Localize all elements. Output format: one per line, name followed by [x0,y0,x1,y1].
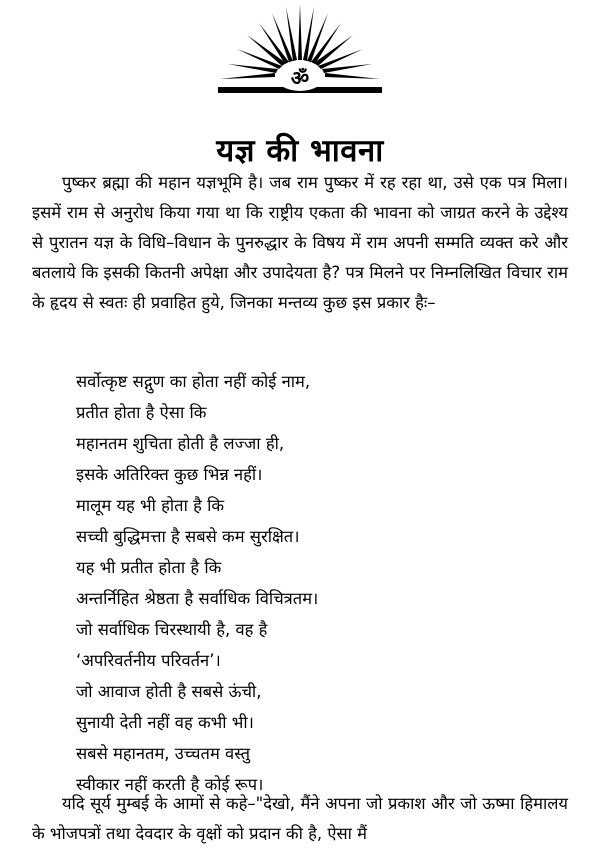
poem-line: सुनायी देती नहीं वह कभी भी। [76,713,254,732]
opening-paragraph: पुष्कर ब्रह्मा की महान यज्ञभूमि है। जब राम पुष्कर में रह रहा था, उसे एक पत्र मिला। इसमें राम से अनुरोध किया गया था कि राष्ट्रीय एकता की भावना को जाग्रत करने के उद्देश्य से पुरातन यज्ञ के विधि–विधान के पुनरुद्धार के विषय में राम अपनी सम्मति व्यक्त करे और बतलाये कि इसकी कितनी अपेक्षा और उपादेयता है? पत्र मिलने पर निम्नलिखित विचार राम के हृदय से स्वतः ही प्रवाहित हुये, जिनका मन्तव्य कुछ इस प्रकार हैः– [32,173,568,312]
poem-line: महानतम शुचिता होती है लज्जा ही, [76,434,285,453]
poem-line: यह भी प्रतीत होता है कि [76,558,222,577]
closing-paragraph: यदि सूर्य मुम्बई के आमों से कहे–"देखो, मैंने अपना जो प्रकाश और जो ऊष्मा हिमालय के भोजपत्रों तथा देवदार के वृक्षों को प्रदान की है, ऐसा मैं [32,794,568,843]
poem-line: जो सर्वाधिक चिरस्थायी है, वह है [76,620,268,639]
poem-line: इसके अतिरिक्त कुछ भिन्न नहीं। [76,465,263,484]
poem-line: ‘अपरिवर्तनीय परिवर्तन’। [76,651,221,670]
poem [76,366,576,800]
poem-line: सर्वोत्कृष्ट सद्गुण का होता नहीं कोई नाम, [76,372,311,391]
om-symbol: ॐ [290,66,310,90]
poem-line: स्वीकार नहीं करती है कोई रूप। [76,775,264,794]
om-sunburst-icon [214,2,386,94]
poem-line: प्रतीत होता है ऐसा कि [76,403,207,422]
poem-line: सबसे महानतम, उच्चतम वस्तु [76,744,251,763]
poem-line: जो आवाज होती है सबसे ऊंची, [76,682,262,701]
chapter-title: यज्ञ की भावना [216,132,384,169]
poem-line: मालूम यह भी होता है कि [76,496,225,515]
poem-line: सच्ची बुद्धिमत्ता है सबसे कम सुरक्षित। [76,527,300,546]
poem-line: अन्तर्निहित श्रेष्ठता है सर्वाधिक विचित्रतम। [76,589,319,608]
